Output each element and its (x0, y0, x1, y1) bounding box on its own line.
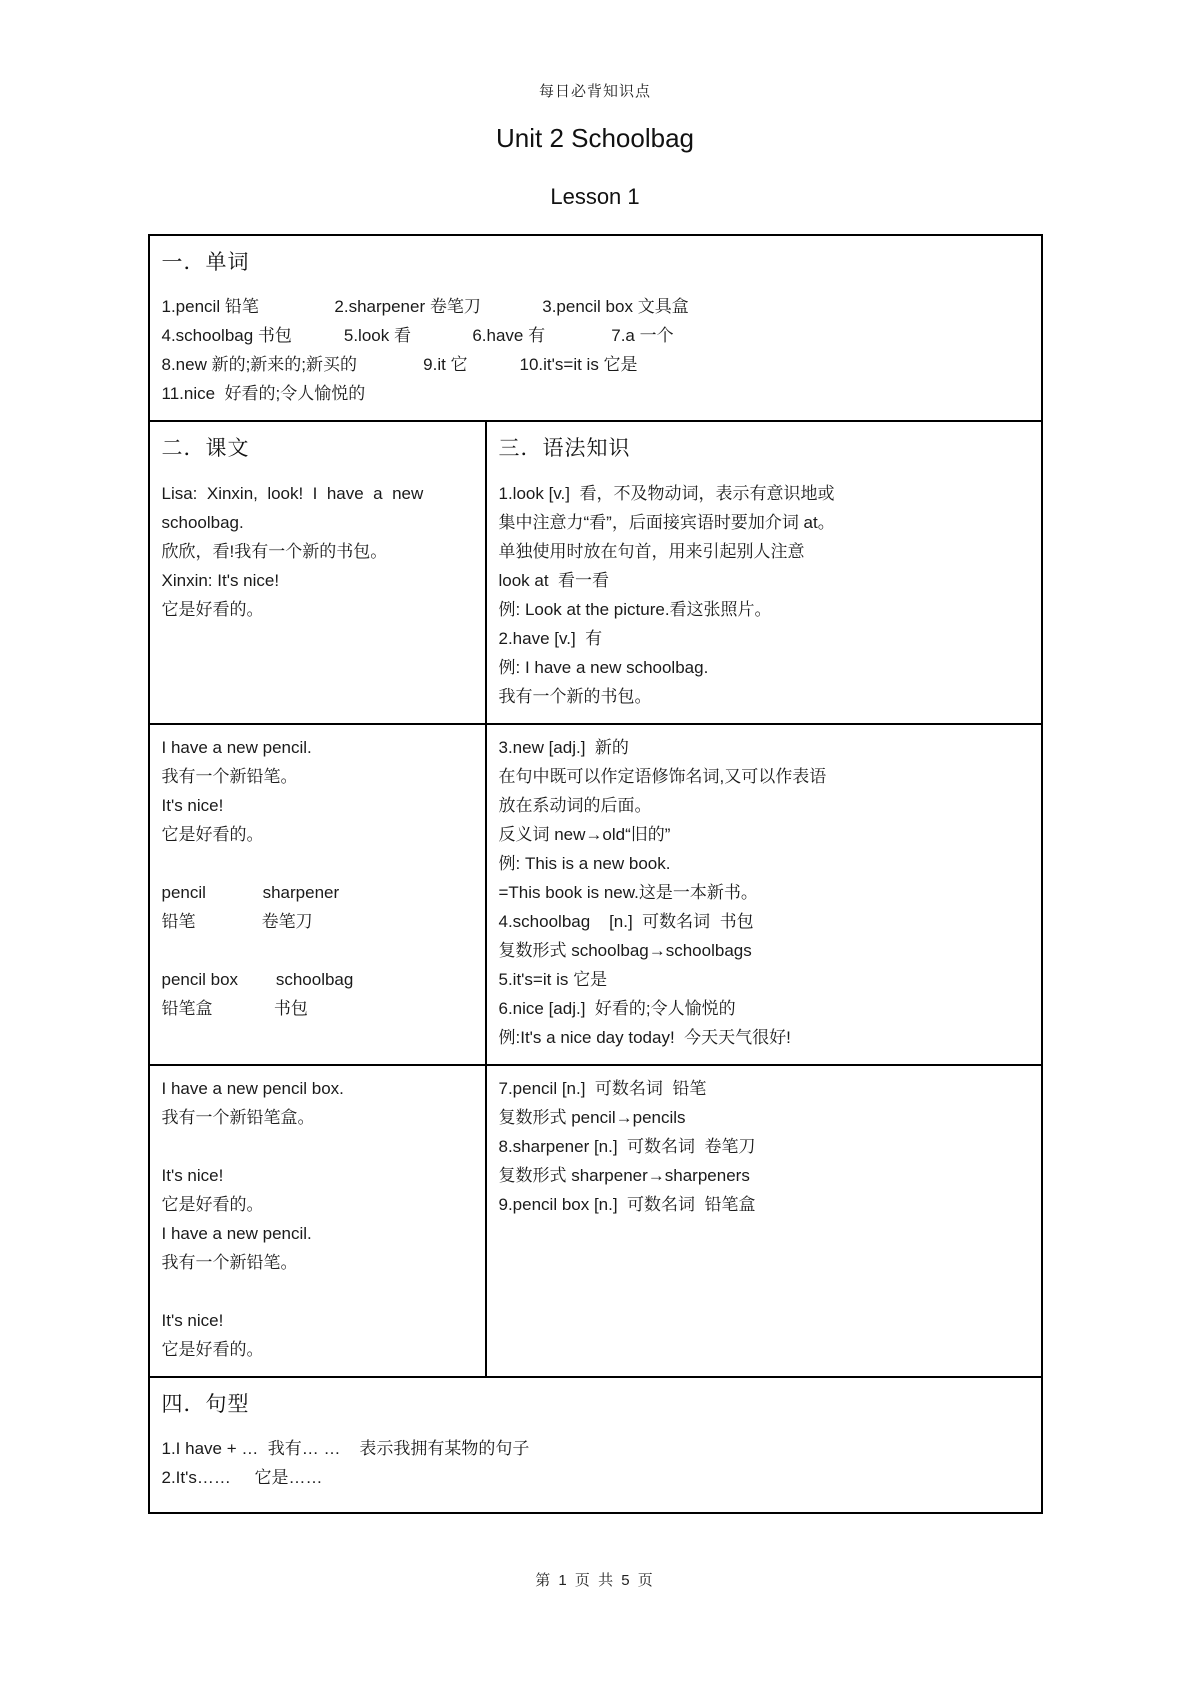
grammar-lines (499, 479, 1029, 711)
text-line: 1.pencil 铅笔 2.sharpener 卷笔刀 3.pencil box 文具盒 (161, 297, 689, 317)
patterns-lines (162, 1434, 1029, 1492)
grammar-3-lines (499, 1074, 1029, 1219)
words-heading: 一．单词 (161, 251, 250, 274)
row-text-grammar (150, 422, 1041, 724)
text-line: 例: This is a new book. (498, 853, 671, 873)
text-line: 8.new 新的;新来的;新买的 9.it 它 10.it's=it is 它是 (161, 355, 638, 375)
text-line: 在句中既可以作定语修饰名词,又可以作表语 (498, 766, 827, 786)
text-line: 复数形式 sharpener→sharpeners (498, 1165, 750, 1185)
doc-title: Unit 2 Schoolbag (495, 123, 695, 153)
text-line: 11.nice 好看的;令人愉悦的 (161, 384, 366, 404)
text-line: 欣欣，看!我有一个新的书包。 (161, 541, 388, 561)
content-table (148, 234, 1043, 1514)
section-grammar-2 (487, 725, 1041, 1064)
text-line: 复数形式 pencil→pencils (498, 1107, 686, 1127)
grammar-heading: 三．语法知识 (498, 437, 631, 461)
examples-2-lines (162, 1074, 473, 1364)
text-line: I have a new pencil. (161, 1223, 312, 1243)
text-line: look at 看一看 (498, 570, 610, 590)
text-lines (162, 479, 473, 624)
text-line: 4.schoolbag 书包 5.look 看 6.have 有 7.a 一个 (161, 326, 674, 346)
examples-1-lines (162, 733, 473, 1023)
text-line (162, 849, 473, 878)
text-line (162, 936, 473, 965)
grammar-2-lines (499, 733, 1029, 1052)
text-line: 放在系动词的后面。 (498, 795, 652, 815)
section-words (150, 236, 1041, 420)
text-line: 1.look [v.] 看，不及物动词，表示有意识地或 (498, 483, 835, 503)
text-line: 1.I have + … 我有… … 表示我拥有某物的句子 (161, 1438, 530, 1458)
page-footer: 第 1 页 共 5 页 (535, 1571, 655, 1589)
text-line: 例:It's a nice day today! 今天天气很好! (498, 1027, 791, 1047)
text-line: It's nice! (161, 1310, 224, 1330)
text-line: 我有一个新的书包。 (498, 686, 652, 706)
doc-subtitle: Lesson 1 (550, 184, 640, 209)
doc-header: 每日必背知识点 (538, 83, 651, 100)
text-line: Xinxin: It's nice! (161, 570, 280, 590)
section-text (150, 422, 487, 722)
text-line: 集中注意力“看”，后面接宾语时要加介词 at。 (498, 512, 835, 532)
text-line: 8.sharpener [n.] 可数名词 卷笔刀 (498, 1136, 756, 1156)
text-line: 5.it's=it is 它是 (498, 969, 608, 989)
section-patterns (150, 1378, 1041, 1512)
text-line: pencil sharpener (161, 882, 340, 902)
text-line: 我有一个新铅笔盒。 (161, 1107, 315, 1127)
text-line: =This book is new.这是一本新书。 (498, 882, 758, 902)
text-line (162, 1277, 473, 1306)
row-patterns (150, 1378, 1041, 1512)
text-line: 它是好看的。 (161, 599, 264, 619)
text-line: 2.have [v.] 有 (498, 628, 603, 648)
text-line: 9.pencil box [n.] 可数名词 铅笔盒 (498, 1194, 756, 1214)
text-line: I have a new pencil box. (161, 1078, 344, 1098)
text-line: 单独使用时放在句首，用来引起别人注意 (498, 541, 805, 561)
row-words (150, 236, 1041, 422)
row-examples-2 (150, 1066, 1041, 1378)
text-line: It's nice! (161, 795, 224, 815)
text-line: It's nice! (161, 1165, 224, 1185)
text-line: 2.It's…… 它是…… (161, 1467, 323, 1487)
section-examples-2 (150, 1066, 487, 1376)
text-line: 复数形式 schoolbag→schoolbags (498, 940, 752, 960)
section-grammar-3 (487, 1066, 1041, 1376)
text-line: 铅笔盒 书包 (161, 998, 308, 1018)
text-line: 我有一个新铅笔。 (161, 766, 298, 786)
words-lines (162, 292, 1029, 408)
text-heading: 二．课文 (161, 437, 250, 461)
text-line: 它是好看的。 (161, 1339, 264, 1359)
row-examples-1 (150, 725, 1041, 1066)
section-examples-1 (150, 725, 487, 1064)
text-line: 我有一个新铅笔。 (161, 1252, 298, 1272)
text-line: 它是好看的。 (161, 1194, 264, 1214)
patterns-heading: 四．句型 (161, 1392, 250, 1416)
text-line: schoolbag. (161, 512, 244, 532)
text-line: 3.new [adj.] 新的 (498, 737, 629, 757)
section-grammar (487, 422, 1041, 722)
text-line: 例: Look at the picture.看这张照片。 (498, 599, 772, 619)
text-line: Lisa: Xinxin, look! I have a new (161, 483, 424, 503)
text-line: pencil box schoolbag (161, 969, 354, 989)
text-line: 例: I have a new schoolbag. (498, 657, 709, 677)
text-line: I have a new pencil. (161, 737, 312, 757)
text-line: 7.pencil [n.] 可数名词 铅笔 (498, 1078, 707, 1098)
text-line (162, 1132, 473, 1161)
text-line: 它是好看的。 (161, 824, 264, 844)
text-line: 6.nice [adj.] 好看的;令人愉悦的 (498, 998, 736, 1018)
text-line: 4.schoolbag [n.] 可数名词 书包 (498, 911, 754, 931)
text-line: 反义词 new→old“旧的” (498, 824, 671, 844)
text-line: 铅笔 卷笔刀 (161, 911, 313, 931)
